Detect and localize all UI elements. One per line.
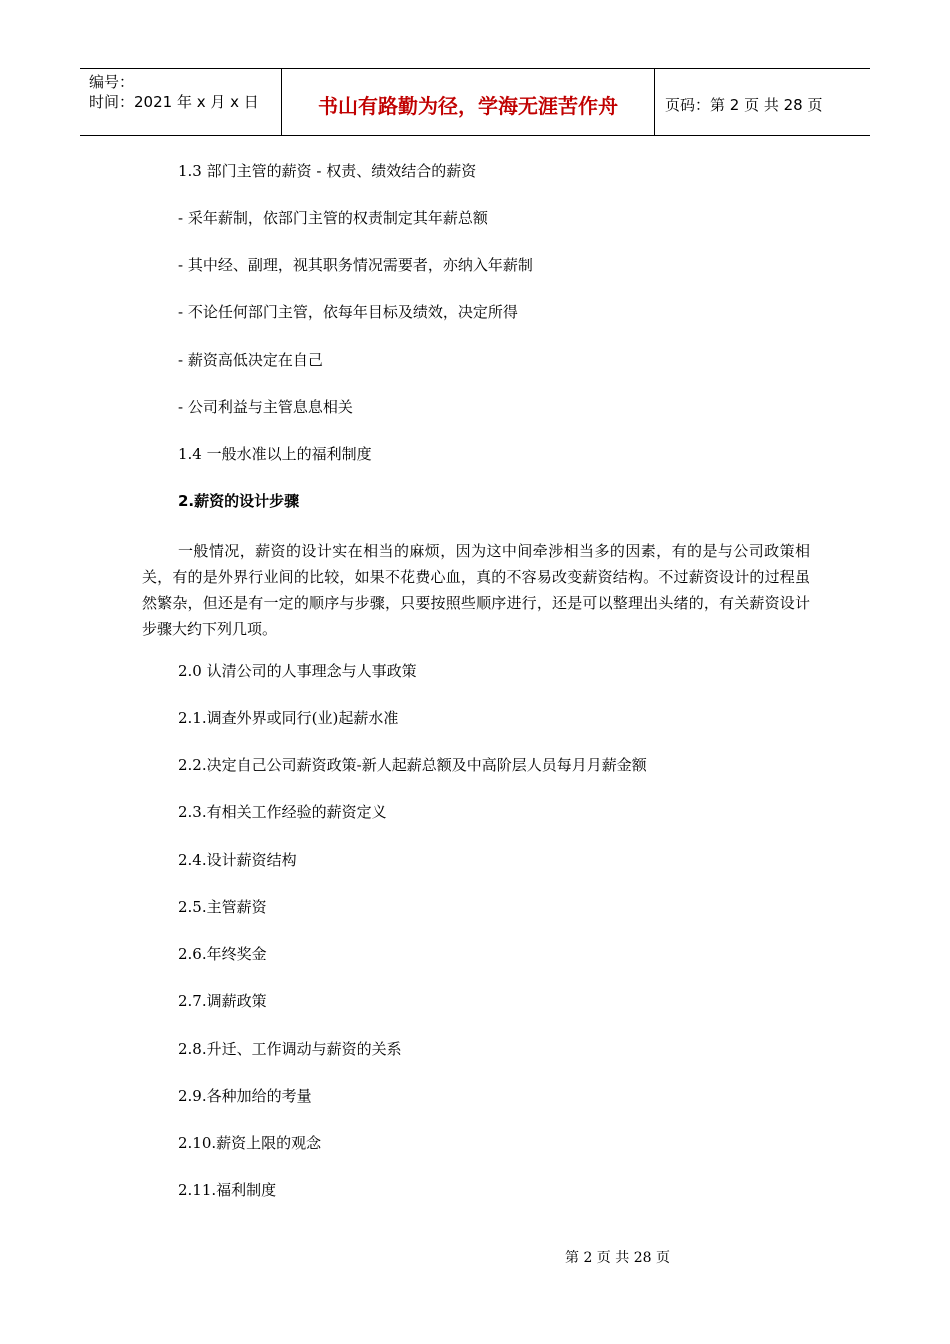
- body-line: - 其中经、副理，视其职务情况需要者，亦纳入年薪制: [178, 256, 533, 274]
- document-number-label: 编号：: [89, 73, 135, 91]
- footer-page-number: 第 2 页 共 28 页: [565, 1250, 670, 1266]
- step-item: 2.4.设计薪资结构: [178, 851, 297, 869]
- header-motto: 书山有路勤为径，学海无涯苦作舟: [282, 69, 655, 135]
- body-line: - 公司利益与主管息息相关: [178, 398, 353, 416]
- step-item: 2.8.升迁、工作调动与薪资的关系: [178, 1040, 402, 1058]
- step-item: 2.3.有相关工作经验的薪资定义: [178, 803, 387, 821]
- step-item: 2.6.年终奖金: [178, 945, 267, 963]
- body-line: 1.3 部门主管的薪资 - 权责、绩效结合的薪资: [178, 162, 477, 180]
- section-heading: 2.薪资的设计步骤: [178, 492, 300, 510]
- step-item: 2.11.福利制度: [178, 1181, 277, 1199]
- body-line: - 采年薪制，依部门主管的权责制定其年薪总额: [178, 209, 488, 227]
- step-item: 2.10.薪资上限的观念: [178, 1134, 322, 1152]
- body-line: - 薪资高低决定在自己: [178, 351, 323, 369]
- document-date: 时间：2021 年 x 月 x 日: [89, 93, 259, 111]
- step-item: 2.0 认清公司的人事理念与人事政策: [178, 662, 417, 680]
- step-item: 2.2.决定自己公司薪资政策-新人起薪总额及中高阶层人员每月月薪金额: [178, 756, 647, 774]
- step-item: 2.5.主管薪资: [178, 898, 267, 916]
- page-header: [80, 68, 870, 136]
- step-item: 2.9.各种加给的考量: [178, 1087, 312, 1105]
- header-page-info: 页码：第 2 页 共 28 页: [665, 95, 823, 114]
- step-item: 2.7.调薪政策: [178, 992, 267, 1010]
- intro-paragraph: 一般情况，薪资的设计实在相当的麻烦，因为这中间牵涉相当多的因素，有的是与公司政策相关，有的是外界行业间的比较，如果不花费心血，真的不容易改变薪资结构。不过薪资设计的过程虽然繁杂，但还是有一定的顺序与步骤，只要按照些顺序进行，还是可以整理出头绪的，有关薪资设计步骤大约下列几项。: [142, 542, 810, 638]
- header-left-cell: [80, 69, 282, 135]
- body-line: - 不论任何部门主管，依每年目标及绩效，决定所得: [178, 303, 518, 321]
- body-line: 1.4 一般水准以上的福利制度: [178, 445, 372, 463]
- step-item: 2.1.调查外界或同行(业)起薪水准: [178, 709, 399, 727]
